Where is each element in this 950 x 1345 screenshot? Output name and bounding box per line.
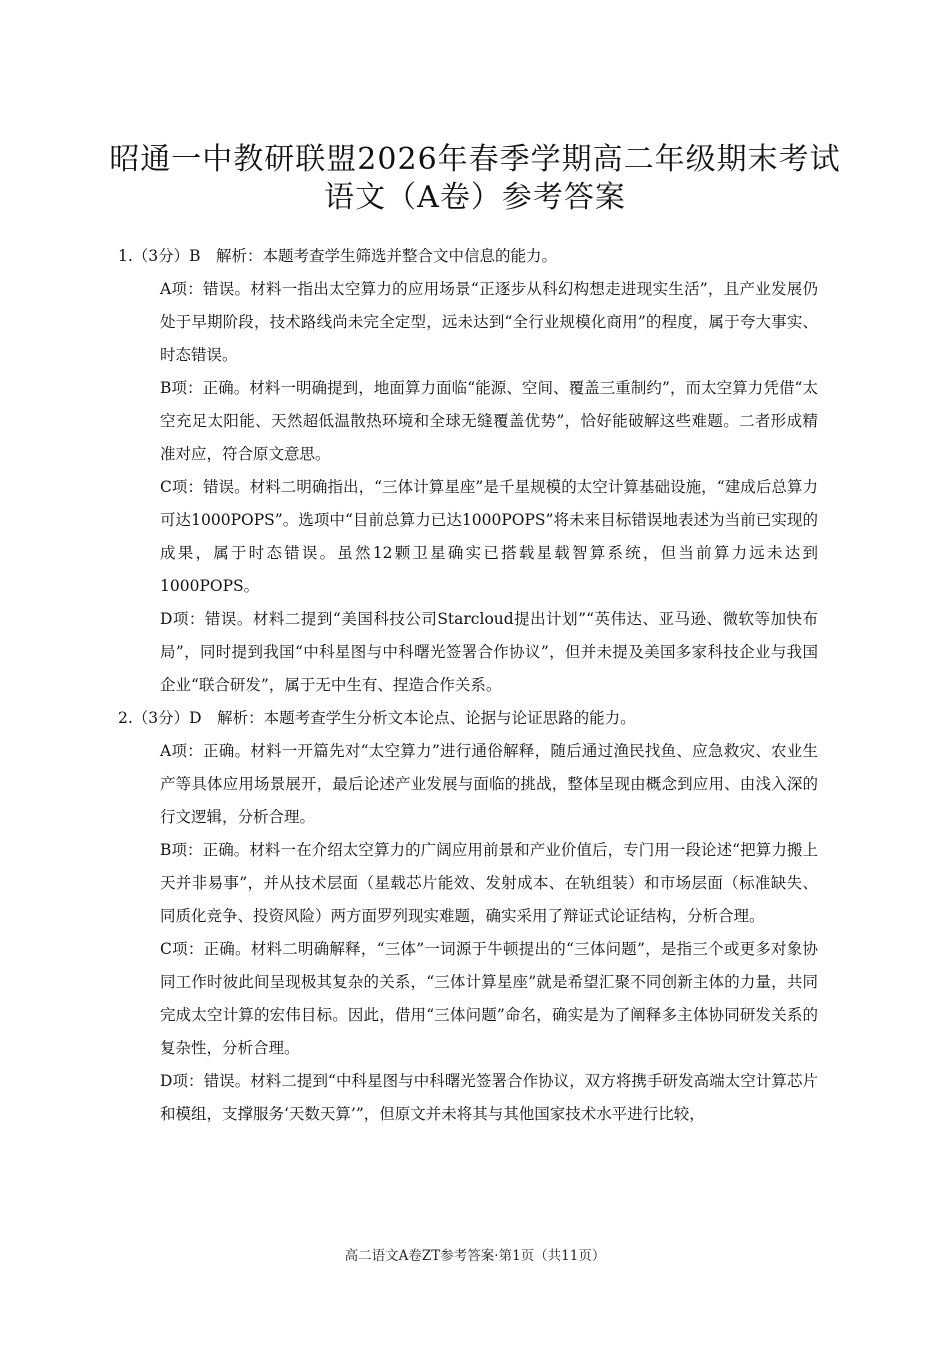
page-footer: 高二语文A卷ZT参考答案·第1页（共11页） [344, 1248, 606, 1264]
answer-content [118, 240, 818, 1131]
question-2-option-c: C项：正确。材料二明确解释，“三体”一词源于牛顿提出的“三体问题”，是指三个或更多对象协同工作时彼此间呈现极其复杂的关系，“三体计算星座”就是希望汇聚不同创新主体的力量，共同完成太空计算的宏伟目标。因此，借用“三体问题”命名，确实是为了阐释多主体协同研发关系的复杂性，分析合理。 [160, 940, 818, 1057]
question-2-option-d: D项：错误。材料二提到“中科星图与中科曙光签署合作协议，双方将携手研发高端太空计算芯片和模组，支撑服务‘天数天算’”，但原文并未将其与其他国家技术水平进行比较， [160, 1072, 818, 1123]
page-title-line-1: 昭通一中教研联盟2026年春季学期高二年级期末考试 [109, 142, 841, 177]
question-1-head: 1.（3分）B 解析：本题考查学生筛选并整合文中信息的能力。 [118, 247, 558, 265]
question-2-option-a: A项：正确。材料一开篇先对“太空算力”进行通俗解释，随后通过渔民找鱼、应急救灾、农业生产等具体应用场景展开，最后论述产业发展与面临的挑战，整体呈现由概念到应用、由浅入深的行文逻辑，分析合理。 [160, 742, 818, 826]
question-1-option-a: A项：错误。材料一指出太空算力的应用场景“正逐步从科幻构想走进现实生活”，且产业发展仍处于早期阶段，技术路线尚未完全定型，远未达到“全行业规模化商用”的程度，属于夸大事实、时态错误。 [160, 280, 818, 364]
question-2-head: 2.（3分）D 解析：本题考查学生分析文本论点、论据与论证思路的能力。 [118, 709, 636, 727]
question-1-option-c: C项：错误。材料二明确指出，“三体计算星座”是千星规模的太空计算基础设施，“建成后总算力可达1000POPS”。选项中“目前总算力已达1000POPS”将未来目标错误地表述为当前已实现的成果，属于时态错误。虽然12颗卫星确实已搭载星载智算系统，但当前算力远未达到1000POPS。 [160, 478, 818, 595]
question-2-option-b: B项：正确。材料一在介绍太空算力的广阔应用前景和产业价值后，专门用一段论述“把算力搬上天并非易事”，并从技术层面（星载芯片能效、发射成本、在轨组装）和市场层面（标准缺失、同质化竞争、投资风险）两方面罗列现实难题，确实采用了辩证式论证结构，分析合理。 [160, 841, 818, 925]
question-1-option-b: B项：正确。材料一明确提到，地面算力面临“能源、空间、覆盖三重制约”，而太空算力凭借“太空充足太阳能、天然超低温散热环境和全球无缝覆盖优势”，恰好能破解这些难题。二者形成精准对应，符合原文意思。 [160, 379, 818, 463]
question-1-option-d: D项：错误。材料二提到“美国科技公司Starcloud提出计划”“英伟达、亚马逊、微软等加快布局”，同时提到我国“中科星图与中科曙光签署合作协议”，但并未提及美国多家科技企业与我国企业“联合研发”，属于无中生有、捏造合作关系。 [160, 610, 818, 694]
page-title-line-2: 语文（A卷）参考答案 [324, 180, 626, 215]
